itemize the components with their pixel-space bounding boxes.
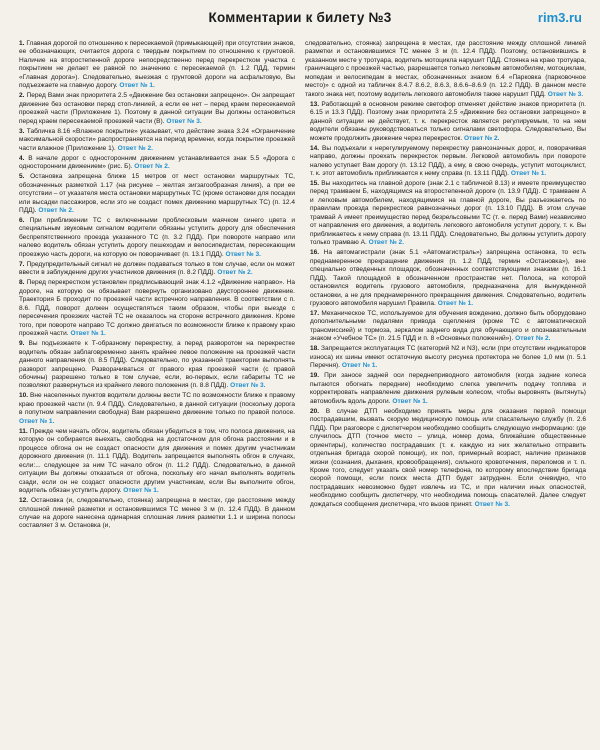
answer-label: Ответ № 3.	[166, 117, 202, 125]
answer-label: Ответ № 1.	[392, 397, 428, 405]
comment-item	[14, 497, 295, 531]
question-number: 3.	[19, 127, 25, 135]
comment-text: Предупредительный сигнал не должен подаваться только в том случае, если он может ввести в заблуждение других участников движения (п. 8.2 ПДД).	[19, 260, 295, 277]
question-number: 6.	[19, 217, 25, 225]
comment-text: Табличка 8.16 «Влажное покрытие» указывает, что действие знака 3.24 «Ограничение максимальной скорости» распространяется на период времени, когда покрытие проезжей части влажное (Приложение 1).	[19, 127, 295, 152]
comment-item	[14, 92, 295, 126]
comment-item	[305, 180, 586, 248]
comment-text: Прежде чем начать обгон, водитель обязан убедиться в том, что полоса движения, на которую он собирается выехать, свободна на достаточном для обгона расстоянии и в процессе обгона он не создаст опасности для движения и помех другим участникам дорожного движения (п. 11.1 ПДД). Водитель запрещается выполнять обгон в случаях, если:... следующее за ним ТС начало обгон (п. 11.2 ПДД). Следовательно, в данной ситуации Вы должны отказаться от обгона, поскольку его начал выполнять водитель сзади, если он не создаст опасности другим участникам, если Вы выполните обгон, водитель обязан уступить дорогу.	[19, 427, 295, 495]
site-link[interactable]: rim3.ru	[537, 10, 582, 25]
question-number: 11.	[19, 427, 28, 435]
answer-label: Ответ № 2.	[464, 134, 500, 142]
comment-text: Вы находитесь на главной дороге (знак 2.1 с табличкой 8.13) и имеете преимущество перед трамваем Б, находящимся на второстепенной дороге (п. 13.9 ПДД). С трамваем А и легковым автомобилем, находящимися на главной дороге, Вы разъезжаетесь по правилам проезда перекрестков равнозначных дорог (п. 13.10 ПДД). В этом случае трамвай А имеет преимущество перед безрельсовыми ТС (т. е. перед Вами) независимо от направления его движения, а водитель легкового автомобиля уступит дорогу, т. к. Вы приближаетесь к нему справа (п. 13.11 ПДД). Следовательно, Вы должны уступить дорогу только трамваю А.	[310, 180, 586, 247]
comment-item	[14, 428, 295, 496]
answer-label: Ответ № 2.	[515, 335, 551, 343]
comment-item	[14, 128, 295, 153]
comment-item	[305, 40, 586, 99]
comment-item	[305, 145, 586, 179]
question-number: 20.	[310, 407, 320, 415]
answer-label: Ответ № 1.	[341, 362, 378, 370]
comment-item	[14, 40, 295, 91]
comment-text: Остановка (и, следовательно, стоянка) запрещена в местах, где расстояние между сплошной линией разметки и остановившимся ТС менее 3 м (п. 12.4 ПДД). В данном случае на дороге нанесена одинарная сплошная линия разметки 1.1 и ширина полосы составляет 3 м. Остановка (и,	[19, 497, 295, 530]
answer-label: Ответ № 1.	[510, 169, 547, 177]
comment-item	[14, 217, 295, 259]
answer-label: Ответ № 1.	[19, 417, 55, 425]
question-number: 4.	[19, 154, 25, 162]
comment-text: Работающий в основном режиме светофор отменяет действие знаков приоритета (п. 6.15 и 13.3 ПДД). Поэтому знак приоритета 2.5 «Движение без остановки запрещено» в данной ситуации не действует, т. к. перекресток является регулируемым, то на нем водители обязаны руководствоваться только сигналами светофора. Следовательно, Вы можете продолжить движение через перекресток.	[310, 100, 586, 142]
comment-item	[305, 408, 586, 509]
comment-text: В случае ДТП необходимо принять меры для оказания первой помощи пострадавшим, вызвать скорую медицинскую помощь или спасательную службу (п. 2.6 ПДД). При разговоре с диспетчером необходимо сообщить следующую информацию: где случилось ДТП (точное место – улица, номер дома, ближайшие общественные ориентиры), количество пострадавших (т. к. каждую из них желательно отправить отдельная бригада скорой помощи), их пол, примерный возраст, наличие признаков жизни (сознания, дыхания, кровообращения), сильного кровотечения, переломов и т. п. Кроме того, следует указать свой номер телефона, по которому впоследствии бригада скорой помощи, если поиск места ДТП будет затруднен. Если очевидно, что пострадавших невозможно будет извлечь из ТС, и при наличии иных опасностей, необходимо сообщить диспетчеру, что необходима помощь спасателей. Далее следует дождаться сообщения диспетчера, что вызов принят.	[310, 407, 586, 508]
comment-text: При заносе задней оси переднеприводного автомобиля (когда задние колеса пытаются обогнать передние) необходимо слегка увеличить подачу топлива и корректировать направление движения рулевым колесом, чтобы выровнять (вытянуть) автомобиль вдоль дороги.	[310, 372, 586, 405]
question-number: 15.	[310, 180, 320, 188]
answer-label: Ответ № 2.	[368, 239, 405, 247]
comment-text: На автомагистрали (знак 5.1 «Автомагистраль») запрещена остановка, то есть преднамеренное прекращение движения (п. 1.2 ПДД, термин «Остановка»), вне специально отведенных площадок, обозначенных соответствующими знаками (п. 16.1 ПДД). Такой площадкой в обозначенном пространстве нет. Полоса, на которой остановился водитель грузового автомобиля, предназначена для вынужденной остановки, а не для преднамеренного прекращения движения. Следовательно, водитель грузового автомобиля нарушил Правила.	[310, 249, 586, 307]
answer-label: Ответ № 3.	[230, 382, 266, 390]
answer-label: Ответ № 2.	[217, 269, 253, 277]
comment-item	[305, 101, 586, 143]
question-number: 9.	[19, 340, 25, 348]
answer-label: Ответ № 3.	[225, 250, 261, 258]
question-number: 16.	[310, 249, 320, 257]
comment-item	[14, 340, 295, 391]
question-number: 17.	[310, 310, 320, 318]
question-number: 14.	[310, 144, 320, 152]
question-number: 10.	[19, 392, 29, 400]
comment-item	[305, 345, 586, 370]
question-number: 12.	[19, 497, 29, 505]
question-number: 18.	[310, 345, 320, 353]
comment-text: Остановка запрещена ближе 15 метров от мест остановки маршрутных ТС, обозначенных разметкой 1.17 (на рисунке – желтая зигзагообразная линия), а при ее отсутствии – от указателя места остановки маршрутных ТС (кроме остановки для посадки или высадки пассажиров, если это не создаст помех движению маршрутных ТС) (п. 12.4 ПДД).	[19, 173, 295, 214]
comment-item	[14, 155, 295, 172]
comment-item	[305, 372, 586, 406]
comment-text: Вы подъезжаете к Т-образному перекрестку, а перед разворотом на перекрестке водитель обязан заблаговременно занять крайнее левое положение на проезжей части данного направления (п. 8.5 ПДД). Следовательно, по указанной траектории выполнять разворот запрещено. Разворачиваться от правого края проезжей части (с правой обочины) разрешено только в том случае, если, во-первых, если габариты ТС не позволяют развернуться из крайнего левого положения (п. 8.8 ПДД).	[19, 340, 295, 390]
comment-item	[14, 173, 295, 215]
answer-label: Ответ № 2.	[117, 144, 153, 152]
question-number: 8.	[19, 279, 25, 287]
page-header	[14, 0, 586, 40]
answer-label: Ответ № 3.	[474, 500, 510, 508]
answer-label: Ответ № 2.	[38, 206, 74, 214]
comment-text: Перед перекрестком установлен предписывающий знак 4.1.2 «Движение направо». На дороге, на которую он обязывает повернуть организовано двустороннее движение. Траектория Б проходит по проезжей части встречного направления. В соответствии с п. 8.6. ПДД, поворот должен осуществляться таким образом, чтобы при выезде с пересечения проезжих частей ТС не оказалось на стороне встречного движения. Кроме того, при повороте направо ТС должно двигаться по возможности ближе к правому краю проезжей части.	[19, 279, 295, 338]
answer-label: Ответ № 1.	[123, 487, 159, 495]
question-number: 7.	[19, 260, 25, 268]
comment-item	[305, 249, 586, 308]
comment-item	[14, 261, 295, 278]
comment-text: Вне населенных пунктов водители должны вести ТС по возможности ближе к правому краю проезжей части (п. 9.4 ПДД). Следовательно, в данной ситуации (поскольку дорога в попутном направлении свободна) Вам разрешено движение только по правой полосе.	[19, 392, 295, 417]
answer-label: Ответ № 2.	[134, 163, 170, 171]
question-number: 13.	[310, 100, 320, 108]
comment-text: При приближении ТС с включенными проблесковым маячком синего цвета и специальным звуковым сигналом водители обязаны уступить дорогу для обеспечения беспрепятственного проезда указанного ТС (п. 3.2 ПДД). При повороте направо или налево водитель обязан уступить дорогу пешеходам и велосипедистам, пересекающим проезжую часть дороги, на которую он поворачивает (п. 13.1 ПДД).	[19, 217, 295, 258]
answer-label: Ответ № 1.	[437, 299, 474, 307]
question-number: 1.	[19, 40, 25, 47]
comment-text: Вы подъехали к нерегулируемому перекрестку равнозначных дорог, и, поворачивая направо, должны проехать перекресток первым. Легковой автомобиль при повороте налево уступает Вам дорогу (п. 13.12 ПДД), а ему, в свою очередь, уступит мотоциклист, т. к. этот автомобиль приближается к нему справа (п. 13.11 ПДД).	[310, 144, 586, 177]
comment-text: Запрещается эксплуатация ТС (категорий N2 и N3), если (при отсутствии индикаторов износа) их шины имеют остаточную высоту рисунка протектора не более 1,0 мм (п. 5.1 Перечня).	[310, 345, 586, 370]
question-number: 2.	[19, 92, 25, 100]
comments-columns	[14, 40, 586, 744]
question-number: 19.	[310, 372, 320, 380]
comment-text: Перед Вами знак приоритета 2.5 «Движение без остановки запрещено». Он запрещает движение без остановки перед стоп-линией, а если ее нет – перед краем пересекаемой проезжей части (Приложение 1). Поэтому в данной ситуации Вы должны остановиться перед краем пересекаемой проезжей части (В).	[19, 92, 295, 125]
left-column	[14, 40, 295, 744]
comment-item	[305, 310, 586, 344]
comment-text: Главная дорогой по отношению к пересекаемой (примыкающей) при отсутствии знаков, ее обозначающих, считается дорога с твердым покрытием по отношению к грунтовой. Наличие на второстепенной дороге непосредственно перед перекрестком участка с покрытием не делает ее равной по значению с пересекаемой (п. 1.2 ПДД, термин «Главная дорога»). Следовательно, выезжая с грунтовой дороги на асфальтовую, Вы подъезжаете на главную дорогу.	[19, 40, 295, 90]
comment-item	[14, 279, 295, 338]
comment-text: Механическое ТС, используемое для обучения вождению, должно быть оборудовано дополнительными педалями привода сцепления (кроме ТС с автоматической трансмиссией) и тормоза, зеркалом заднего вида для обучающего и опознавательным знаком «Учебное ТС» (п. 21.5 ПДД и п. 8 «Основных положений»).	[310, 310, 586, 343]
page-title: Комментарии к билету №3	[208, 10, 392, 25]
comment-text: следовательно, стоянка) запрещена в местах, где расстояние между сплошной линией разметки и остановившимся ТС менее 3 м (п. 12.4 ПДД). Поэтому, остановившись в указанном месте у тротуара, водитель мотоцикла нарушит ПДД. Стоянка на краю тротуара, граничащего с проезжей частью, разрешается только легковым автомобилям, мотоциклам, мопедам и велосипедам в местах, обозначенных знаком 6.4 «Парковка (парковочное место)» с одной из табличек 8.4.7 8.6.2, 8.6.3, 8.6.6–8.6.9 (п. 12.2 ПДД). В данном месте такого знака нет, поэтому водитель легкового автомобиля также нарушит ПДД.	[305, 40, 586, 98]
question-number: 5.	[19, 173, 25, 181]
comment-text: В начале дорог с односторонним движением устанавливается знак 5.5 «Дорога с односторонним движением» (рис. Б).	[19, 154, 295, 171]
answer-label: Ответ № 3.	[547, 90, 584, 98]
right-column	[305, 40, 586, 744]
answer-label: Ответ № 1.	[70, 330, 106, 338]
comment-item	[14, 392, 295, 426]
answer-label: Ответ № 1.	[119, 82, 155, 90]
